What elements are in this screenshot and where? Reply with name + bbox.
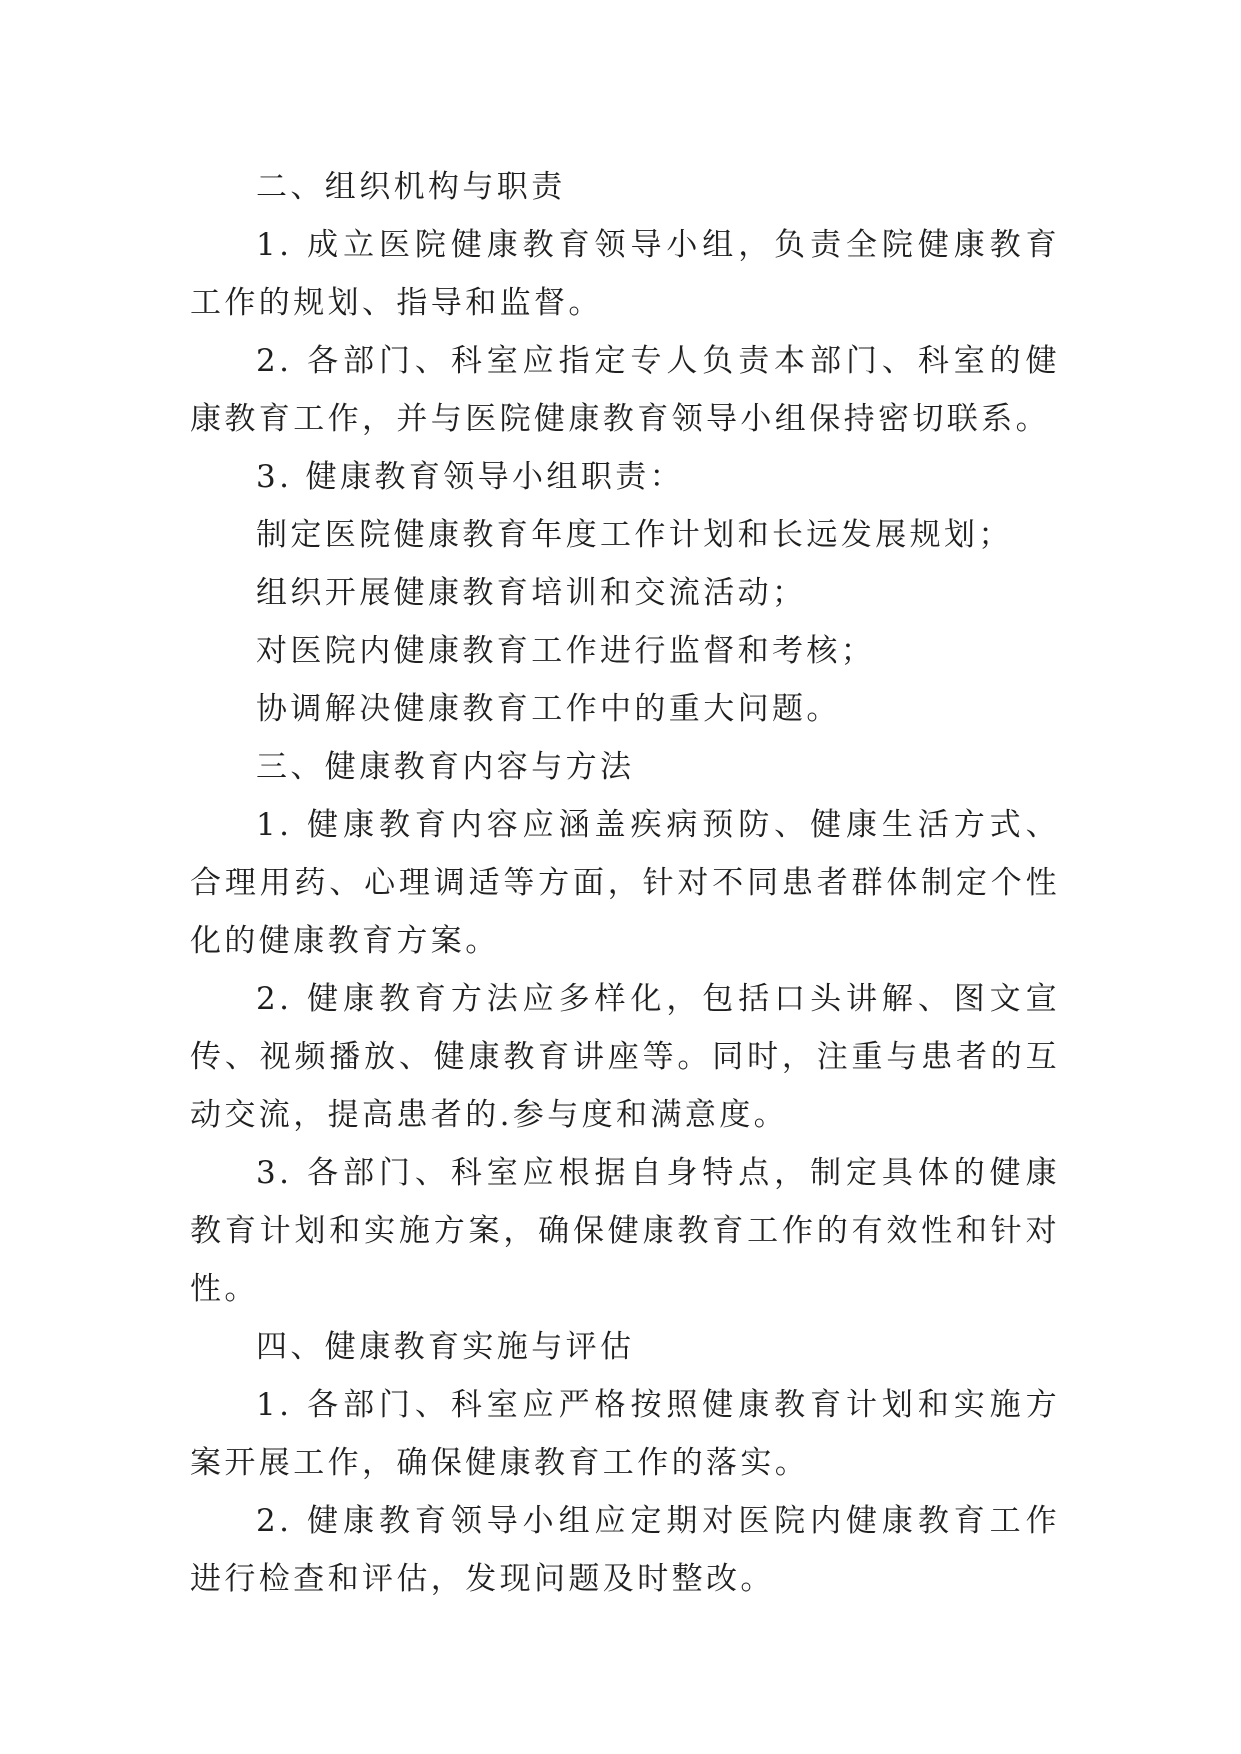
paragraph-item: 3. 健康教育领导小组职责： xyxy=(256,459,685,495)
paragraph-item: 3. 各部门、科室应根据自身特点，制定具体的健康教育计划和实施方案，确保健康教育工作的有效性和针对性。 xyxy=(190,1155,1060,1307)
duty-line: 协调解决健康教育工作中的重大问题。 xyxy=(256,691,841,727)
duty-line: 组织开展健康教育培训和交流活动； xyxy=(256,575,807,611)
paragraph-item: 1. 各部门、科室应严格按照健康教育计划和实施方案开展工作，确保健康教育工作的落实。 xyxy=(190,1387,1060,1481)
section-heading-organization: 二、组织机构与职责 xyxy=(256,169,566,205)
paragraph-item: 1. 健康教育内容应涵盖疾病预防、健康生活方式、合理用药、心理调适等方面，针对不同患者群体制定个性化的健康教育方案。 xyxy=(190,807,1060,959)
section-heading-implementation: 四、健康教育实施与评估 xyxy=(256,1329,635,1365)
duty-line: 对医院内健康教育工作进行监督和考核； xyxy=(256,633,876,669)
section-heading-content-methods: 三、健康教育内容与方法 xyxy=(256,749,635,785)
paragraph-item: 1. 成立医院健康教育领导小组，负责全院健康教育工作的规划、指导和监督。 xyxy=(190,227,1060,321)
paragraph-item: 2. 健康教育方法应多样化，包括口头讲解、图文宣传、视频播放、健康教育讲座等。同时，注重与患者的互动交流，提高患者的.参与度和满意度。 xyxy=(190,981,1060,1133)
document-body xyxy=(190,158,1060,1608)
duty-line: 制定医院健康教育年度工作计划和长远发展规划； xyxy=(256,517,1013,553)
paragraph-item: 2. 各部门、科室应指定专人负责本部门、科室的健康教育工作，并与医院健康教育领导小组保持密切联系。 xyxy=(190,343,1060,437)
paragraph-item: 2. 健康教育领导小组应定期对医院内健康教育工作进行检查和评估，发现问题及时整改。 xyxy=(190,1503,1060,1597)
